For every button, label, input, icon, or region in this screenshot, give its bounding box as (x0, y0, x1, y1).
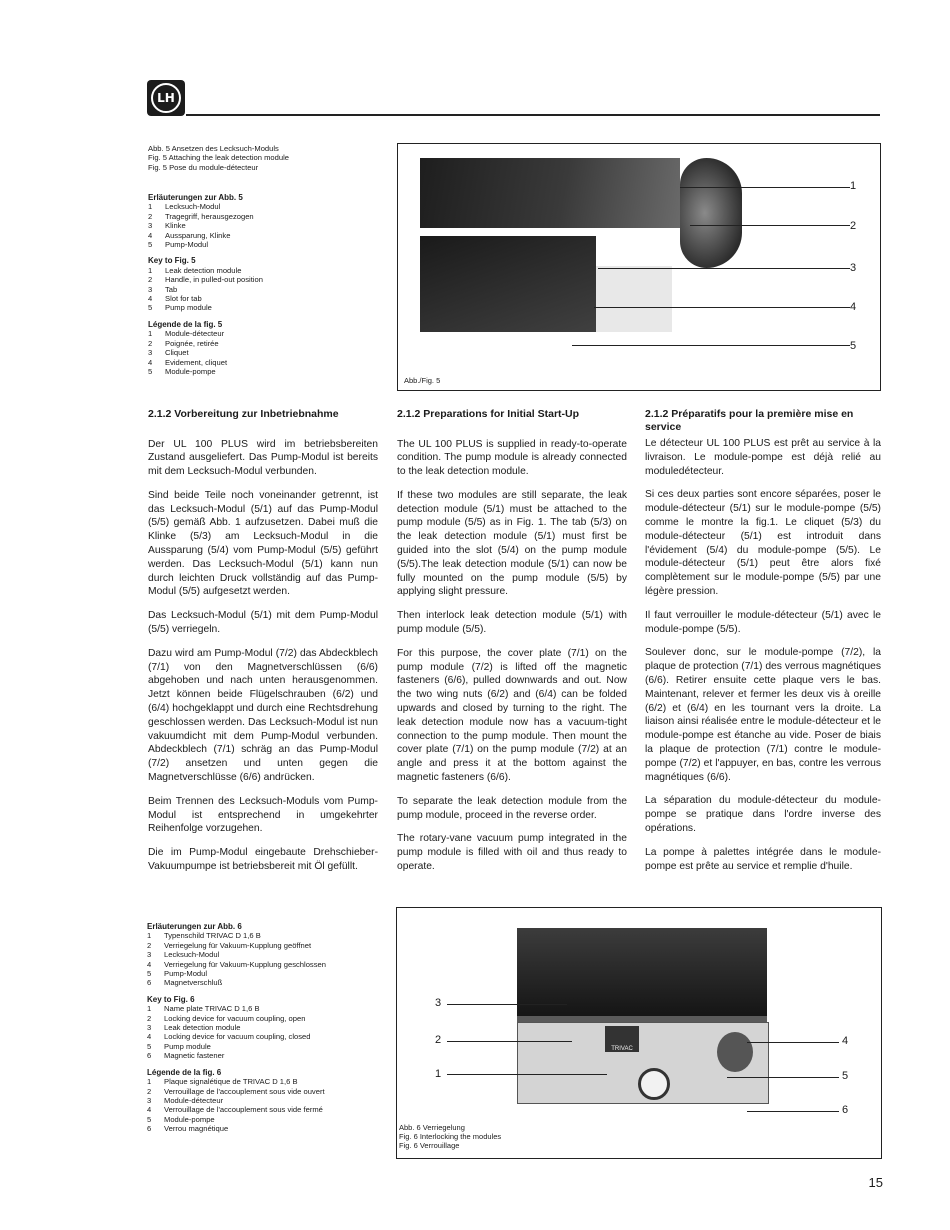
legend-item: 4 Verrouillage de l'accouplement sous vide fermé (147, 1105, 323, 1115)
callout-number: 6 (842, 1104, 849, 1116)
callout-line (594, 307, 850, 308)
column-english (397, 408, 627, 884)
paragraph: Der UL 100 PLUS wird im betriebsbereiten Zustand ausgeliefert. Das Pump-Modul ist bereits mit dem Lecksuch-Modul verbunden. (148, 438, 378, 478)
legend-item: 6 Verrou magnétique (147, 1124, 229, 1134)
legend-heading: Erläuterungen zur Abb. 6 (147, 922, 242, 931)
page-number: 15 (868, 1175, 883, 1190)
fig5-legends (148, 193, 368, 383)
callout-line (447, 1041, 572, 1042)
legend-item: 2 Verrouillage de l'accouplement sous vide ouvert (147, 1086, 325, 1096)
legend-item: 6 Magnetic fastener (147, 1051, 225, 1061)
paragraph: La séparation du module-détecteur du module-pompe se pratique dans l'ordre inverse des opérations. (645, 795, 881, 834)
callout-number: 2 (435, 1034, 442, 1046)
paragraph: If these two modules are still separate, the leak detection module (5/1) must be attached to the pump module (5/5) as in Fig. 1. The tab (5/3) on the leak detection module (5/1) must first be guided into the slot (5/4) on the pump module (5/5).The leak detection module (5/1) can now be fully mounted on the pump module (5/5) by applying slight pressure. (397, 489, 627, 598)
fig6-photo-fastener (717, 1032, 753, 1072)
legend-item: 2 Poignée, retirée (148, 338, 219, 348)
legend-item: 5 Module-pompe (148, 366, 216, 376)
legend-item: 4 Slot for tab (148, 294, 202, 304)
callout-number: 5 (850, 340, 857, 352)
fig6-photo-detector (517, 928, 767, 1016)
fig5-figure (397, 143, 881, 391)
fig6-legend-en (147, 995, 387, 1061)
fig5-caption (148, 144, 289, 172)
legend-item: 5 Module-pompe (147, 1114, 215, 1124)
legend-item: 5 Pump-Modul (147, 969, 208, 979)
fig5-caption-de: Abb. 5 Ansetzen des Lecksuch-Moduls (148, 144, 279, 153)
fig5-photo-lower (420, 236, 596, 332)
callout-line (598, 268, 850, 269)
legend-item: 1 Lecksuch-Modul (148, 202, 221, 212)
paragraph: Dazu wird am Pump-Modul (7/2) das Abdeckblech (7/1) von den Magnetverschlüssen (6/6) abgehoben und nach unten herausgenommen. Jetzt können beide Flügelschrauben (6/2) und (6/4) hochgeklappt und durch eine Rechtsdrehung geschlossen werden. Das Lecksuch-Modul ist nun vakuumdicht mit dem Pump-Modul verbunden. Abdeckblech (7/1) schräg an das Pump-Modul (7/2) ansetzen und unten gegen die Magnetverschlüsse (6/6) andrücken. (148, 647, 378, 784)
section-heading: 2.1.2 Preparations for Initial Start-Up (397, 408, 580, 420)
callout-number: 3 (850, 262, 857, 274)
paragraph: Sind beide Teile noch voneinander getrennt, ist das Lecksuch-Modul (5/1) auf das Pump-Modul (5/5) gemäß Abb. 1 aufzusetzen. Dabei muß die Klinke (5/3) am Lecksuch-Modul in die Aussparung (5/4) vom Pump-Modul (5/5) geführt werden. Das Lecksuch-Modul (5/1) kann nun durch leichten Druck vollständig auf das Pump-Modul (5/5) aufgesetzt werden. (148, 489, 378, 598)
callout-line (747, 1042, 839, 1043)
callout-line (680, 187, 850, 188)
legend-item: 3 Module-détecteur (147, 1095, 224, 1105)
legend-heading: Key to Fig. 5 (148, 256, 196, 266)
legend-item: 5 Pump-Modul (148, 240, 209, 250)
legend-item: 3 Leak detection module (147, 1023, 241, 1033)
legend-item: 4 Aussparung, Klinke (148, 230, 231, 240)
callout-line (727, 1077, 839, 1078)
logo-text: LH (151, 83, 181, 113)
legend-item: 4 Evidement, cliquet (148, 357, 228, 367)
callout-number: 4 (842, 1035, 849, 1047)
legend-item: 1 Name plate TRIVAC D 1,6 B (147, 1004, 260, 1014)
fig5-caption-fr: Fig. 5 Pose du module-détecteur (148, 162, 259, 172)
legend-item: 1 Plaque signalétique de TRIVAC D 1,6 B (147, 1077, 298, 1087)
fig5-legend-fr (148, 320, 368, 376)
fig6-legends (147, 922, 387, 1141)
paragraph: Le détecteur UL 100 PLUS est prêt au service à la livraison. Le module-pompe est déjà relié au moduledétecteur. (645, 438, 881, 477)
fig5-photo-highlight (596, 266, 672, 332)
fig6-legend-fr (147, 1068, 387, 1134)
fig5-photo-label: Abb./Fig. 5 (404, 376, 441, 385)
legend-item: 1 Module-détecteur (148, 329, 225, 339)
fig6-figure (396, 907, 882, 1159)
legend-item: 2 Verriegelung für Vakuum-Kupplung geöffnet (147, 940, 312, 950)
fig6-caption-fr: Fig. 6 Verrouillage (399, 1141, 460, 1150)
legend-heading: Légende de la fig. 6 (147, 1067, 222, 1077)
legend-item: 5 Pump module (148, 303, 212, 313)
paragraph: Il faut verrouiller le module-détecteur (5/1) avec le module-pompe (5/5). (645, 609, 881, 635)
callout-line (690, 225, 850, 226)
section-heading: 2.1.2 Vorbereitung zur Inbetriebnahme (148, 408, 339, 420)
legend-item: 3 Cliquet (148, 348, 189, 358)
callout-number: 2 (850, 220, 857, 232)
fig6-photo-coupling (638, 1068, 670, 1100)
callout-line (447, 1004, 567, 1005)
legend-item: 1 Typenschild TRIVAC D 1,6 B (147, 931, 261, 941)
column-german (148, 408, 378, 884)
paragraph: For this purpose, the cover plate (7/1) on the pump module (7/2) is lifted off the magnetic fasteners (6/6), pulled downwards and out. Now the two wing nuts (6/2) and (6/4) can be folded upwards and closed by turning to the right. The leak detection module now has a vacuum-tight connection to the pump module. Then mount the cover plate (7/1) on the pump module (7/2) at an angle and press it at the bottom against the magnetic fasteners (6/6). (397, 647, 627, 784)
fig5-legend-de (148, 193, 368, 249)
callout-number: 5 (842, 1070, 849, 1082)
paragraph: The UL 100 PLUS is supplied in ready-to-operate condition. The pump module is already connected to the leak detection module. (397, 438, 627, 478)
legend-heading: Erläuterungen zur Abb. 5 (148, 193, 243, 202)
legend-item: 6 Magnetverschluß (147, 978, 223, 988)
fig6-caption-de: Abb. 6 Verriegelung (399, 1123, 465, 1132)
column-french (645, 408, 881, 883)
legend-item: 2 Handle, in pulled-out position (148, 275, 263, 285)
callout-line (447, 1074, 607, 1075)
nameplate-text: TRIVAC (611, 1046, 633, 1052)
paragraph: Die im Pump-Modul eingebaute Drehschieber-Vakuumpumpe ist betriebsbereit mit Öl gefüllt. (148, 847, 378, 873)
legend-item: 4 Locking device for vacuum coupling, closed (147, 1032, 311, 1042)
legend-item: 4 Verriegelung für Vakuum-Kupplung geschlossen (147, 959, 326, 969)
paragraph: The rotary-vane vacuum pump integrated in the pump module is filled with oil and thus ready to operate. (397, 833, 627, 873)
fig6-caption (399, 1123, 501, 1150)
paragraph: Beim Trennen des Lecksuch-Moduls vom Pump-Modul ist entsprechend in umgekehrter Reihenfolge vorzugehen. (148, 795, 378, 835)
fig5-photo-upper (420, 158, 680, 228)
company-logo (147, 80, 185, 116)
paragraph: Si ces deux parties sont encore séparées, poser le module-détecteur (5/1) sur le module-pompe (5/5) comme le montre la fig.1. Le cliquet (5/3) du module-détecteur (5/1) est introduit dans l'évidement (5/4) du module-pompe (5/5). Le module-détecteur (5/1) peut être alors fixé complètement sur le module-pompe (5/5) par une légère pression. (645, 489, 881, 597)
callout-line (572, 345, 850, 346)
legend-item: 2 Tragegriff, herausgezogen (148, 211, 254, 221)
fig5-photo-hand (680, 158, 742, 268)
callout-number: 4 (850, 301, 857, 313)
callout-line (747, 1111, 839, 1112)
legend-item: 5 Pump module (147, 1041, 211, 1051)
paragraph: Das Lecksuch-Modul (5/1) mit dem Pump-Modul (5/5) verriegeln. (148, 610, 378, 636)
paragraph: Soulever donc, sur le module-pompe (7/2), la plaque de protection (7/1) des verrous magnétiques (6/6). Retirer ensuite cette plaque vers le bas. Maintenant, relever et fermer les deux vis à oreille (6/2) et (6/4) en les tournant vers la droite. La liaison ainsi réalisée entre le module-détecteur et le module-pompe est étanche au vide. Poser de biais la plaque de protection (7/1) contre le module-pompe (7/2) et l'appuyer, en bas, contre les verrous magnétiques (6/6). (645, 647, 881, 783)
paragraph: To separate the leak detection module from the pump module, proceed in the reverse order. (397, 795, 627, 821)
callout-number: 1 (435, 1068, 442, 1080)
legend-item: 1 Leak detection module (148, 265, 242, 275)
callout-number: 3 (435, 997, 442, 1009)
paragraph: Then interlock leak detection module (5/1) with pump module (5/5). (397, 610, 627, 636)
legend-item: 3 Tab (148, 284, 178, 294)
fig6-legend-de (147, 922, 387, 988)
fig5-legend-en (148, 256, 368, 312)
header-rule (186, 114, 880, 116)
legend-item: 3 Klinke (148, 221, 186, 231)
legend-heading: Key to Fig. 6 (147, 994, 195, 1004)
fig6-nameplate (605, 1026, 639, 1052)
paragraph: La pompe à palettes intégrée dans le module-pompe est prête au service et remplie d'huile. (645, 846, 881, 872)
callout-number: 1 (850, 180, 857, 192)
legend-item: 2 Locking device for vacuum coupling, open (147, 1013, 306, 1023)
legend-item: 3 Lecksuch-Modul (147, 950, 220, 960)
fig6-caption-en: Fig. 6 Interlocking the modules (399, 1132, 502, 1141)
legend-heading: Légende de la fig. 5 (148, 319, 223, 329)
section-heading: 2.1.2 Préparatifs pour la première mise en service (645, 408, 854, 433)
fig5-caption-en: Fig. 5 Attaching the leak detection module (148, 153, 289, 163)
